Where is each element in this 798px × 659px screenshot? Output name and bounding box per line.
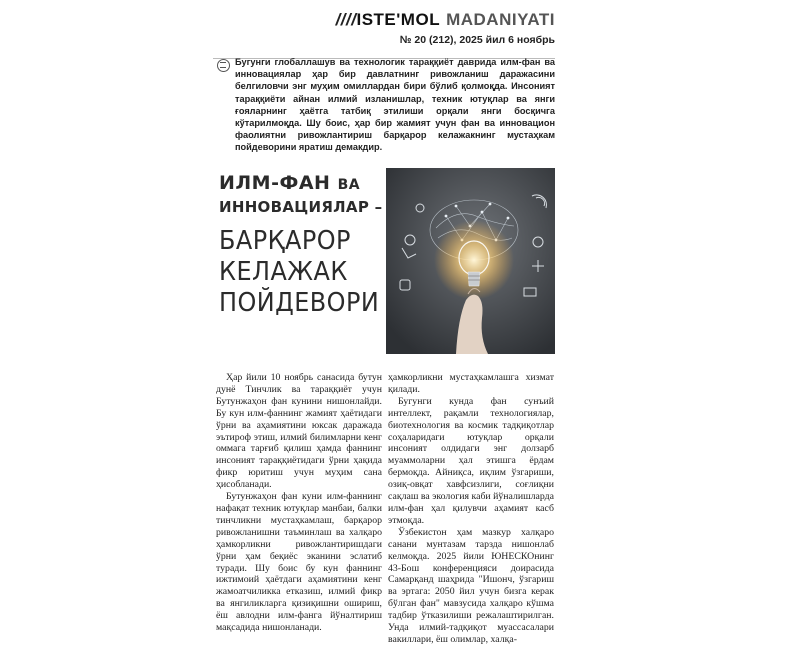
lightbulb-brain-illustration bbox=[386, 168, 555, 354]
body-paragraph: ҳамкорликни мустаҳкамлашга хизмат қилади. bbox=[388, 372, 554, 395]
newspaper-page bbox=[213, 0, 555, 659]
brand-section: MADANIYATI bbox=[446, 10, 555, 29]
publication-brand bbox=[336, 10, 555, 30]
title-line-2: ИННОВАЦИЯЛАР – bbox=[219, 198, 383, 216]
issue-info: № 20 (212), 2025 йил 6 ноябрь bbox=[399, 34, 555, 46]
title-line-5: ПОЙДЕВОРИ bbox=[219, 288, 380, 318]
body-column-right bbox=[388, 372, 554, 646]
title-line-4: КЕЛАЖАК bbox=[219, 257, 348, 287]
title-line-1: ИЛМ-ФАН bbox=[219, 172, 331, 194]
body-column-left bbox=[216, 372, 382, 634]
brand-name: ISTE'MOL bbox=[356, 10, 441, 29]
title-line-3: БАРҚАРОР bbox=[219, 226, 351, 256]
body-paragraph: Бутунжаҳон фан куни илм-фаннинг нафақат техник ютуқлар манбаи, балки тинчликни мустаҳкамлаш, барқарор ривожланишни таъминлаш ва халқаро ҳамкорликни ривожлантиришдаги ўрни ҳам беқиёс эканини эслатиб туради. Шу боис бу кун фаннинг ижтимоий ҳаётдаги аҳамиятини кенг жамоатчиликка етказиш, илмий фикр ва янгиликларга қизиқишни ошириш, ёш авлодни илм-фанга йўналтириш мақсадида нишонланади. bbox=[216, 491, 382, 634]
lead-text: Бугунги глобаллашув ва технологик тараққиёт даврида илм-фан ва инновациялар ҳар бир давлатнинг ривожланиш даражасини белгиловчи энг муҳим омиллардан бири бўлиб қолмоқда. Инсоният тараққиёти айнан илмий изланишлар, техник ютуқлар ва янги ғояларнинг ҳаётга татбиқ этилиши орқали янги босқичга кўтарилмоқда. Шу боис, ҳар бир жамият учун фан ва инновацион фаолиятни ривожлантириш барқарор келажакнинг мустаҳкам пойдеворини яратиш демакдир. bbox=[235, 57, 555, 153]
body-paragraph: Бугунги кунда фан сунъий интеллект, рақамли технологиялар, биотехнология ва космик тадқиқотлар соҳаларидаги ютуқлар орқали инсоният олдидаги энг долзарб муаммоларни ҳал этишга ёрдам бермоқда. Айниқса, иқлим ўзгариши, озиқ-овқат хавфсизлиги, соғлиқни сақлаш ва экология каби йўналишларда илм-фан ҳал қилувчи аҳамият касб этмоқда. bbox=[388, 395, 554, 526]
body-paragraph: Ҳар йили 10 ноябрь санасида бутун дунё Тинчлик ва тараққиёт учун Бутунжаҳон фан кунини нишонлайди. Бу кун илм-фаннинг жамият ҳаётидаги ўрни ва аҳамиятини юксак даражада эътироф этиш, илмий билимларни кенг оммага тарғиб қилиш ҳамда фаннинг инсоният тараққиётидаги ўрни ҳақида фикр юритиш учун муҳим сана ҳисобланади. bbox=[216, 372, 382, 491]
newspaper-icon bbox=[217, 59, 230, 72]
body-paragraph: Ўзбекистон ҳам мазкур халқаро санани мунтазам тарзда нишонлаб келмоқда. 2025 йили ЮНЕСКОнинг 43-Бош конференцияси доирасида Самарқанд шаҳрида "Ишонч, ўзгариш ва эртага: 2050 йил учун бизга керак бўлган фан" мавзусида халқаро кўшма тадбир ўтказилиши режалаштирилган. Унда илмий-тадқиқот муассасалари вакиллари, ёш олимлар, халқа- bbox=[388, 526, 554, 645]
title-line-1-small: ВА bbox=[337, 177, 361, 193]
lead-paragraph bbox=[213, 56, 555, 156]
page-header bbox=[213, 10, 555, 52]
brand-slashes: //// bbox=[335, 10, 357, 29]
article-title bbox=[219, 172, 387, 319]
